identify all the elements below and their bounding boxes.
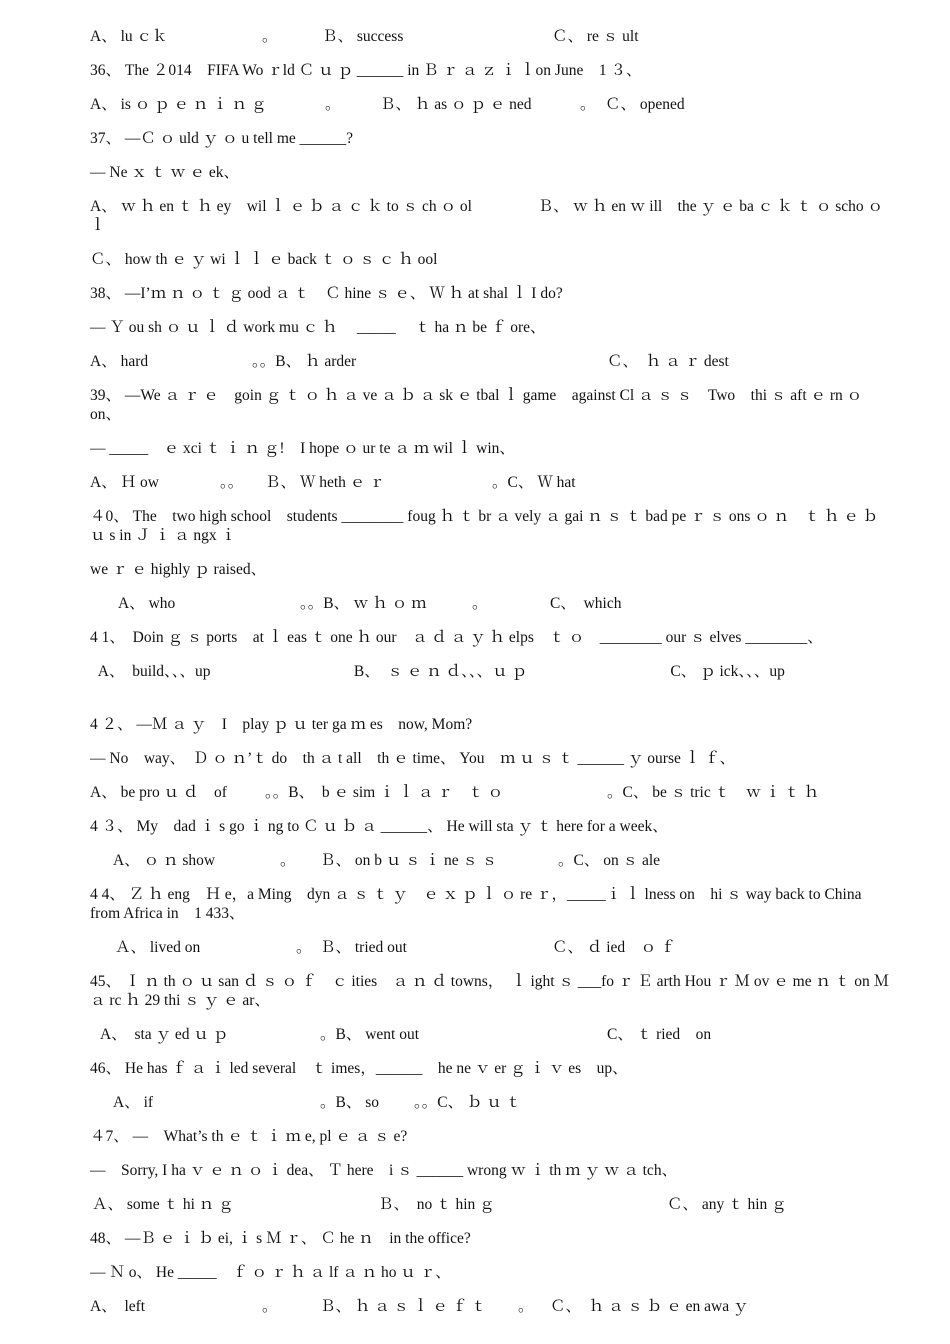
option-b: Ｂ、 ｈ as ｏ ｐ ｅ ned xyxy=(380,96,532,113)
option-c: Ｃ、 ｈ ａ ｒ dest xyxy=(607,353,729,370)
dialogue-reply: — No way、 Ｄ ｏ ｎ’ｔ do th ａ t all th ｅ time、 You ｍ ｕ ｓ ｔ ______ ｙ ourse ｌ ｆ、 xyxy=(90,750,736,767)
question-43: 4 ３、 My dad ｉ s go ｉ ng to Ｃ ｕ ｂ ａ ______、 He will sta ｙ ｔ here for a week、 xyxy=(90,818,668,835)
option-b: Ｂ、 Ｗ heth ｅ ｒ xyxy=(265,474,385,491)
question-38: 38、 —I’ｍ ｎ ｏ ｔ ｇ ood ａ ｔ Ｃ hine ｓ ｅ、 Ｗ ｈ at shal ｌ I do? xyxy=(90,285,563,302)
option-b: Ｂ、 tried out xyxy=(320,939,407,956)
separator-mark: 。 xyxy=(325,96,341,113)
separator-mark: 。 xyxy=(296,939,312,956)
question-42: 4 ２、 —Ｍ ａ ｙ I play ｐ ｕ ter ga ｍ es now, Mom? xyxy=(90,716,473,733)
option-b: Ｂ、 on b ｕ ｓ ｉ ne ｓ ｓ xyxy=(320,852,498,869)
options-wrapped: A、 build、、、up B、 ｓ ｅ ｎ ｄ、、、ｕ ｐ C、 ｐ ick、、、up xyxy=(90,663,785,680)
separator-mark: 。 xyxy=(262,28,278,45)
option-c: C、 ｔ ried on xyxy=(607,1026,712,1043)
option-c: Ｃ、 opened xyxy=(605,96,685,113)
option-a: A、 hard xyxy=(90,353,149,370)
option-c: 。C、 be ｓ tric ｔ ｗ ｉ ｔ ｈ xyxy=(607,784,820,801)
separator-mark: 。。 xyxy=(220,474,244,491)
question-41: 4 1、 Doin ｇ ｓ ports at ｌ eas ｔ one ｈ our ａ ｄ ａ ｙ ｈ elps ｔ ｏ ________ our ｓ elves ________、 xyxy=(90,629,823,646)
option-a: A、 Ｈ ow xyxy=(90,474,159,491)
separator-mark: 。 xyxy=(280,852,296,869)
option-a: A、 ｏ ｎ show xyxy=(113,852,216,869)
option-a: A、 if xyxy=(113,1094,154,1111)
option-b: 。B、 went out xyxy=(320,1026,420,1043)
dialogue-reply: — _____ ｅ xci ｔ ｉ ｎ ｇ! I hope ｏ ur te ａ ｍ wil ｌ win、 xyxy=(90,440,515,457)
option-a: Ａ、 lived on xyxy=(115,939,201,956)
option-c: 。C、 Ｗ hat xyxy=(492,474,576,491)
dialogue-reply: — Ｎ o、 He _____ ｆ ｏ ｒ ｈ ａ lf ａ ｎ ho ｕ ｒ、 xyxy=(90,1264,451,1281)
option-a: A、 who xyxy=(118,595,176,612)
separator-mark: 。 xyxy=(472,595,488,612)
question-45: 45、 Ｉ ｎ th ｏ ｕ san ｄ ｓ ｏ ｆ ｃ ities ａ ｎ ｄ towns， ｌ ight ｓ ___fo ｒ Ｅ arth Hou ｒ Ｍ ov ｅ me ｎ ｔ on Ｍ ａ rc ｈ 29 thi ｓ ｙ ｅ ar、 xyxy=(90,973,893,1009)
option-b: Ｂ、 success xyxy=(322,28,404,45)
option-b: Ｂ、 no ｔ hin ｇ xyxy=(378,1196,495,1213)
question-46: 46、 He has ｆ ａ ｉ led several ｔ imes，______ he ne ｖ er ｇ ｉ ｖ es up、 xyxy=(90,1060,628,1077)
option-a: A、 sta ｙ ed ｕ ｐ xyxy=(100,1026,229,1043)
option-c: 。。C、 ｂ ｕ ｔ xyxy=(414,1094,522,1111)
separator-mark: 。 xyxy=(262,1298,278,1315)
option-b: 。。B、 ｗ ｈ ｏ ｍ xyxy=(300,595,427,612)
dialogue-reply: — Ｙ ou sh ｏ ｕ ｌ ｄ work mu ｃ ｈ _____ ｔ ha ｎ be ｆ ore、 xyxy=(90,319,546,336)
question-40: ４0、 The two high school students ________ foug ｈ ｔ br ａ vely ａ gai ｎ ｓ ｔ bad pe ｒ ｓ ons ｏ ｎ ｔ ｈ ｅ ｂ ｕ s in Ｊ ｉ ａ ngx ｉ xyxy=(90,508,883,544)
dialogue-reply: — Ne ｘ ｔ ｗ ｅ ek、 xyxy=(90,164,239,181)
option-c: Ｃ、 re ｓ ult xyxy=(552,28,639,45)
option-c: C、 which xyxy=(550,595,622,612)
option-b: 。。B、 ｈ arder xyxy=(252,353,357,370)
option-a: A、 be pro ｕ ｄ of xyxy=(90,784,227,801)
question-39: 39、 —We ａ ｒ ｅ goin ｇ ｔ ｏ ｈ ａ ve ａ ｂ ａ sk ｅ tbal ｌ game against Cl ａ ｓ ｓ Two thi ｓ aft ｅ rn ｏ on、 xyxy=(90,387,867,423)
option-a: Ａ、 some ｔ hi ｎ ｇ xyxy=(92,1196,234,1213)
option-a: A、 lu ｃｋ xyxy=(90,28,168,45)
option-a: A、 is ｏ ｐ ｅ ｎ ｉ ｎ ｇ xyxy=(90,96,267,113)
separator-mark: 。 xyxy=(518,1298,534,1315)
question-48: 48、 —Ｂ ｅ ｉ ｂ ei, ｉ s Ｍ ｒ、 Ｃ he ｎ in the office? xyxy=(90,1230,471,1247)
option-b: 。。B、 b ｅ sim ｉ ｌ ａ ｒ ｔ ｏ xyxy=(265,784,504,801)
question-37: 37、 —Ｃ ｏ uld ｙ ｏ u tell me ______? xyxy=(90,130,354,147)
option-c: 。C、 on ｓ ale xyxy=(558,852,661,869)
question-47: ４7、 — What’s th ｅ ｔ ｉ ｍ e, pl ｅ ａ ｓ e? xyxy=(90,1128,408,1145)
dialogue-reply: — Sorry, I ha ｖ ｅ ｎ ｏ ｉ dea、 Ｔ here i ｓ ______ wrong ｗ ｉ th ｍ ｙ ｗ ａ tch、 xyxy=(90,1162,678,1179)
option-a: A、 left xyxy=(90,1298,146,1315)
option-c: Ｃ、 ｄ ied ｏ ｆ xyxy=(552,939,676,956)
option-c: Ｃ、 ｈ ａ ｓ ｂ ｅ en awa ｙ xyxy=(550,1298,749,1315)
question-36: 36、 The ２014 FIFA Wo ｒld Ｃ ｕ ｐ ______ in Ｂ ｒ ａ ｚ ｉ ｌon June 1 ３、 xyxy=(90,62,642,79)
options-ab-wrapped: A、 ｗ ｈ en ｔ ｈ ey wil ｌ ｅ ｂ ａ ｃ ｋ to ｓ ch ｏ ol Ｂ、 ｗ ｈ en ｗ ill the ｙ ｅ ba ｃ ｋ ｔ ｏ scho ｏ ｌ xyxy=(90,198,887,234)
question-44: 4 4、 Ｚ ｈ eng Ｈ e，a Ming dyn ａ ｓ ｔ ｙ ｅ ｘ ｐ ｌ ｏ re ｒ，_____ｉ ｌ lness on hi ｓ way back to China from Africa in 1 433、 xyxy=(90,886,866,922)
question-40-continued: we ｒ ｅ highly ｐ raised、 xyxy=(90,561,267,578)
option-b: Ｂ、 ｈ ａ ｓ ｌ ｅ ｆ ｔ xyxy=(320,1298,487,1315)
option-c: Ｃ、 how th ｅ ｙ wi ｌ ｌ ｅ back ｔ ｏ ｓ ｃ ｈ ool xyxy=(90,251,438,268)
option-b: 。B、 so xyxy=(320,1094,379,1111)
option-c: Ｃ、 any ｔ hin ｇ xyxy=(667,1196,787,1213)
separator-mark: 。 xyxy=(580,96,596,113)
